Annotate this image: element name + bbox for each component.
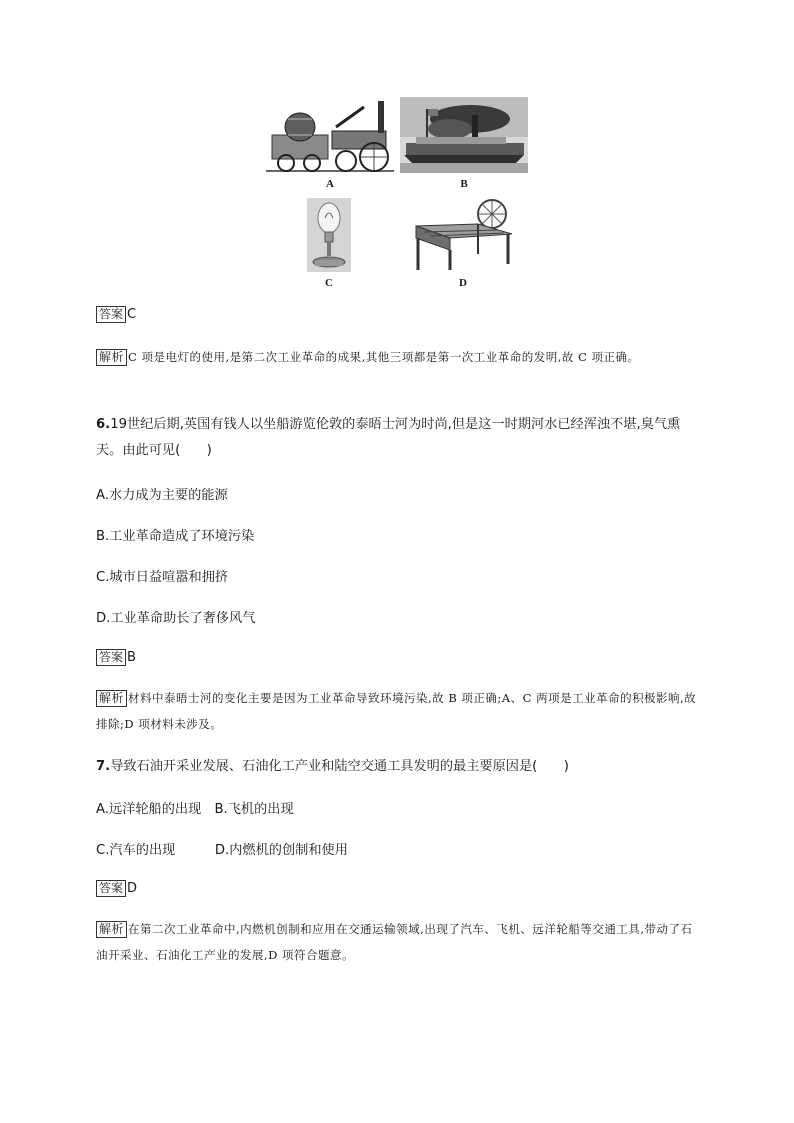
analysis-text: 材料中泰晤士河的变化主要是因为工业革命导致环境污染,故 B 项正确;A、C 两项是工业革命的积极影响,故排除;D 项材料未涉及。 xyxy=(96,691,697,731)
q7-analysis xyxy=(96,916,700,968)
answer-value: C xyxy=(127,307,137,322)
answer-value: D xyxy=(127,881,138,896)
analysis-text: 在第二次工业革命中,内燃机创制和应用在交通运输领域,出现了汽车、飞机、远洋轮船等交通工具,带动了石油开采业、石油化工产业的发展,D 项符合题意。 xyxy=(96,922,693,962)
figure-label-a: A xyxy=(326,178,334,190)
question-stem: 导致石油开采业发展、石油化工产业和陆空交通工具发明的最主要原因是( ) xyxy=(110,759,569,774)
question-7 xyxy=(96,754,700,780)
analysis-tag: 解析 xyxy=(96,690,127,707)
option-a: A.水力成为主要的能源 xyxy=(96,488,228,503)
answer-tag: 答案 xyxy=(96,306,126,323)
q6-answer xyxy=(96,649,136,666)
light-bulb-icon xyxy=(307,198,351,272)
option-d: D.工业革命助长了奢侈风气 xyxy=(96,611,256,626)
q5-analysis xyxy=(96,344,700,370)
answer-tag: 答案 xyxy=(96,649,126,666)
analysis-tag: 解析 xyxy=(96,349,127,366)
analysis-tag: 解析 xyxy=(96,921,127,938)
answer-tag: 答案 xyxy=(96,880,126,897)
options-row-2: C.汽车的出现 D.内燃机的创制和使用 xyxy=(96,843,348,858)
figure-label-b: B xyxy=(460,178,468,190)
spinning-jenny-icon xyxy=(408,198,518,272)
locomotive-icon xyxy=(266,97,394,175)
figure-label-c: C xyxy=(325,277,333,289)
question-number: 6. xyxy=(96,417,111,432)
q5-answer xyxy=(96,306,136,323)
option-b: B.工业革命造成了环境污染 xyxy=(96,529,255,544)
figure-label-d: D xyxy=(459,277,467,289)
answer-value: B xyxy=(127,650,136,665)
figure-group xyxy=(0,0,794,300)
question-6 xyxy=(96,412,700,464)
question-stem: 19世纪后期,英国有钱人以坐船游览伦敦的泰晤士河为时尚,但是这一时期河水已经浑浊不堪,臭气熏天。由此可见( ) xyxy=(96,417,681,458)
analysis-text: C 项是电灯的使用,是第二次工业革命的成果,其他三项都是第一次工业革命的发明,故 C 项正确。 xyxy=(128,350,640,364)
question-number: 7. xyxy=(96,759,111,774)
q7-answer xyxy=(96,880,137,897)
q6-analysis xyxy=(96,685,700,737)
options-row-1: A.远洋轮船的出现 B.飞机的出现 xyxy=(96,802,294,817)
steamboat-icon xyxy=(400,97,528,173)
option-c: C.城市日益喧嚣和拥挤 xyxy=(96,570,229,585)
